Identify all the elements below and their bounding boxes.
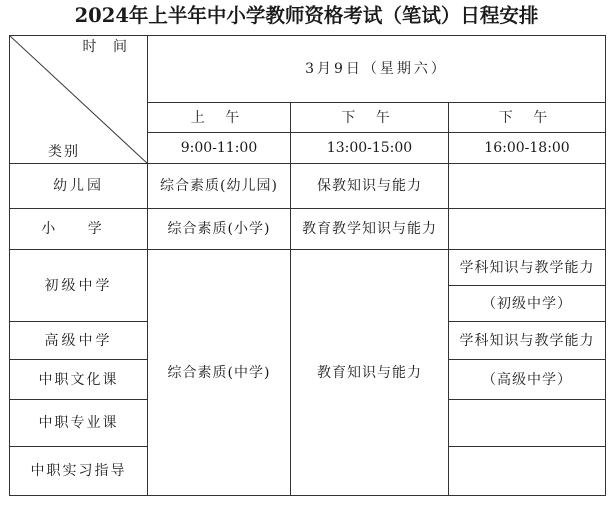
primary-subject-1: 综合素质(小学) xyxy=(148,209,291,250)
period-time-morning: 9:00-11:00 xyxy=(148,133,291,164)
date-header: 3月9日（星期六） xyxy=(148,36,606,103)
category-primary: 小 学 xyxy=(10,209,148,250)
period-label-morning: 上 午 xyxy=(148,103,291,133)
category-kindergarten: 幼儿园 xyxy=(10,164,148,209)
senior-subject-3-note: （高级中学） xyxy=(449,360,606,400)
secondary-subject-2: 教育知识与能力 xyxy=(291,250,449,496)
senior-subject-3: 学科知识与教学能力 xyxy=(449,322,606,360)
category-header-label: 类别 xyxy=(48,144,80,160)
junior-subject-3-note: （初级中学） xyxy=(449,286,606,322)
period-label-afternoon-2: 下 午 xyxy=(449,103,606,133)
category-vocational-culture: 中职文化课 xyxy=(10,360,148,400)
period-label-afternoon-1: 下 午 xyxy=(291,103,449,133)
corner-header-cell xyxy=(10,36,148,164)
primary-subject-3-empty xyxy=(449,209,606,250)
category-vocational-practice: 中职实习指导 xyxy=(10,447,148,496)
category-senior-high: 高级中学 xyxy=(10,322,148,360)
secondary-subject-1: 综合素质(中学) xyxy=(148,250,291,496)
category-vocational-major: 中职专业课 xyxy=(10,400,148,447)
junior-subject-3: 学科知识与教学能力 xyxy=(449,250,606,286)
page-title: 2024年上半年中小学教师资格考试（笔试）日程安排 xyxy=(74,4,539,27)
time-header-label: 时 间 xyxy=(82,39,133,55)
kindergarten-subject-1: 综合素质(幼儿园) xyxy=(148,164,291,209)
category-junior-high: 初级中学 xyxy=(10,250,148,322)
period-time-afternoon-2: 16:00-18:00 xyxy=(449,133,606,164)
vocational-practice-subject-3-empty xyxy=(449,447,606,496)
primary-subject-2: 教育教学知识与能力 xyxy=(291,209,449,250)
kindergarten-subject-3-empty xyxy=(449,164,606,209)
period-time-afternoon-1: 13:00-15:00 xyxy=(291,133,449,164)
kindergarten-subject-2: 保教知识与能力 xyxy=(291,164,449,209)
vocational-major-subject-3-empty xyxy=(449,400,606,447)
schedule-table xyxy=(9,35,606,496)
